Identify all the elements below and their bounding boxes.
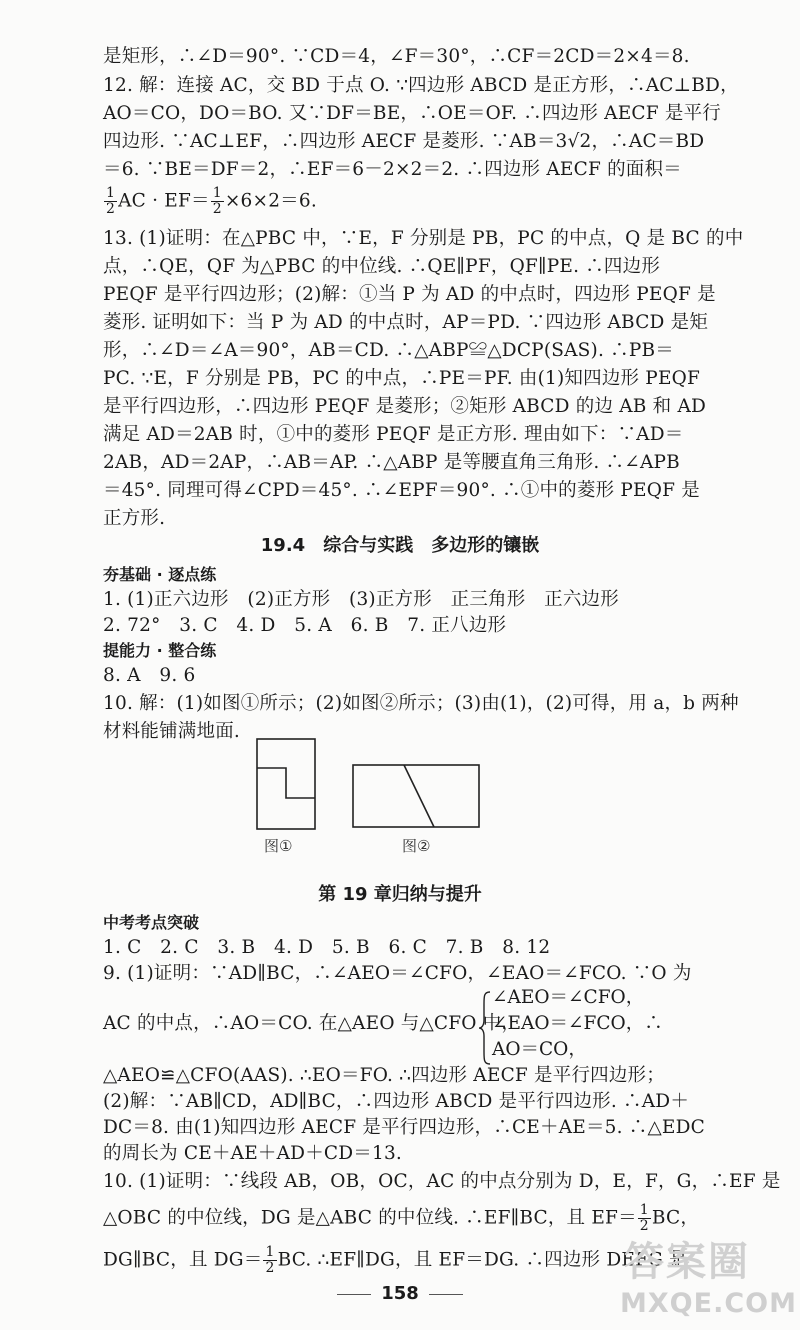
text-line: AO＝CO，DO＝BO. 又∵DF＝BE，∴OE＝OF. ∴四边形 AECF 是平行	[103, 103, 721, 124]
figure-2-diagram	[352, 764, 480, 828]
text-line: PEQF 是平行四边形；(2)解：①当 P 为 AD 的中点时，四边形 PEQF 是	[103, 284, 716, 305]
figure-1-diagram	[256, 738, 316, 830]
brace-row: AO＝CO，	[492, 1039, 587, 1060]
fraction-line: DG∥BC，且 DG＝ $\frac{1}{2}$ BC. ∴EF∥DG，且 EF＝DG. ∴四边形 DEFG 是	[103, 1244, 688, 1276]
section-heading: 19.4 综合与实践 多边形的镶嵌	[260, 535, 540, 556]
watermark-text: 答案圈	[624, 1239, 750, 1285]
text-line: PC. ∵E，F 分别是 PB，PC 的中点，∴PE＝PF. 由(1)知四边形 PEQF	[103, 368, 701, 389]
text-line: 满足 AD＝2AB 时，①中的菱形 PEQF 是正方形. 理由如下：∵AD＝	[103, 424, 684, 445]
fraction: $\frac{1}{2}$	[212, 185, 222, 217]
text-line: 13. (1)证明：在△PBC 中，∵E，F 分别是 PB，PC 的中点，Q 是 BC 的中	[103, 228, 744, 249]
text-line: AC 的中点，∴AO＝CO. 在△AEO 与△CFO 中，	[103, 1013, 521, 1034]
text-line: 12. 解：连接 AC，交 BD 于点 O. ∵四边形 ABCD 是正方形，∴AC⊥BD，	[103, 75, 739, 96]
text-line: 8. A 9. 6	[103, 665, 196, 686]
page-number: 158	[0, 1283, 800, 1304]
watermark-url: MXQE.COM	[620, 1288, 797, 1319]
text-line: 四边形. ∵AC⊥EF，∴四边形 AECF 是菱形. ∵AB＝3√2，∴AC＝BD	[103, 131, 705, 152]
text-line: 菱形. 证明如下：当 P 为 AD 的中点时，AP＝PD. ∵四边形 ABCD 是矩	[103, 312, 709, 333]
subheading-exam: 中考考点突破	[103, 913, 200, 932]
figure-2-caption: 图②	[402, 837, 431, 855]
fraction: $\frac{1}{2}$	[106, 185, 116, 217]
text-line: 是平行四边形，∴四边形 PEQF 是菱形；②矩形 ABCD 的边 AB 和 AD	[103, 396, 707, 417]
text-line: 点，∴QE，QF 为△PBC 的中位线. ∴QE∥PF，QF∥PE. ∴四边形	[103, 256, 661, 277]
text-line: 10. 解：(1)如图①所示；(2)如图②所示；(3)由(1)，(2)可得，用 a，b 两种	[103, 693, 739, 714]
figure-1-caption: 图①	[264, 837, 293, 855]
text-line: 形，∴∠D＝∠A＝90°，AB＝CD. ∴△ABP≌△DCP(SAS). ∴PB＝	[103, 340, 674, 361]
chapter-heading: 第 19 章归纳与提升	[318, 884, 482, 905]
text-line: 的周长为 CE＋AE＋AD＋CD＝13.	[103, 1143, 403, 1164]
subheading-ability: 提能力 · 整合练	[103, 641, 217, 660]
text-line: DC＝8. 由(1)知四边形 AECF 是平行四边形，∴CE＋AE＝5. ∴△EDC	[103, 1117, 706, 1138]
text-line: ＝6. ∵BE＝DF＝2，∴EF＝6－2×2＝2. ∴四边形 AECF 的面积＝	[103, 159, 682, 180]
text-line: 材料能铺满地面.	[103, 721, 240, 742]
fraction-line: $\frac{1}{2}$ AC · EF＝ $\frac{1}{2}$ ×6×2＝6.	[106, 185, 317, 217]
text-line: 是矩形，∴∠D＝90°. ∵CD＝4，∠F＝30°，∴CF＝2CD＝2×4＝8.	[103, 46, 690, 67]
fraction-line: △OBC 的中位线，DG 是△ABC 的中位线. ∴EF∥BC，且 EF＝ $\frac{1}{2}$ BC，	[103, 1202, 700, 1234]
subheading-basic: 夯基础 · 逐点练	[103, 565, 217, 584]
watermark-logo	[560, 1230, 800, 1330]
text-line: 9. (1)证明：∵AD∥BC，∴∠AEO＝∠CFO，∠EAO＝∠FCO. ∵O 为	[103, 963, 692, 984]
brace-row: ∠AEO＝∠CFO，	[492, 987, 645, 1008]
text-line: 正方形.	[103, 508, 166, 529]
fraction: $\frac{1}{2}$	[265, 1244, 275, 1276]
text-line: (2)解：∵AB∥CD，AD∥BC，∴四边形 ABCD 是平行四边形. ∴AD＋	[103, 1091, 690, 1112]
text-line: ＝45°. 同理可得∠CPD＝45°. ∴∠EPF＝90°. ∴①中的菱形 PEQF 是	[103, 480, 700, 501]
text-line: △AEO≌△CFO(AAS). ∴EO＝FO. ∴四边形 AECF 是平行四边形；	[103, 1065, 665, 1086]
text-line: 2AB，AD＝2AP，∴AB＝AP. ∴△ABP 是等腰直角三角形. ∴∠APB	[103, 452, 680, 473]
text-line: 10. (1)证明：∵线段 AB，OB，OC，AC 的中点分别为 D，E，F，G，∴EF 是	[103, 1171, 781, 1192]
left-brace-icon	[478, 990, 492, 1066]
text-line: 2. 72° 3. C 4. D 5. A 6. B 7. 正八边形	[103, 615, 507, 636]
brace-row: ∠EAO＝∠FCO，∴	[492, 1013, 663, 1034]
fraction: $\frac{1}{2}$	[639, 1202, 649, 1234]
text-line: 1. (1)正六边形 (2)正方形 (3)正方形 正三角形 正六边形	[103, 589, 619, 610]
text-line: 1. C 2. C 3. B 4. D 5. B 6. C 7. B 8. 12	[103, 937, 551, 958]
